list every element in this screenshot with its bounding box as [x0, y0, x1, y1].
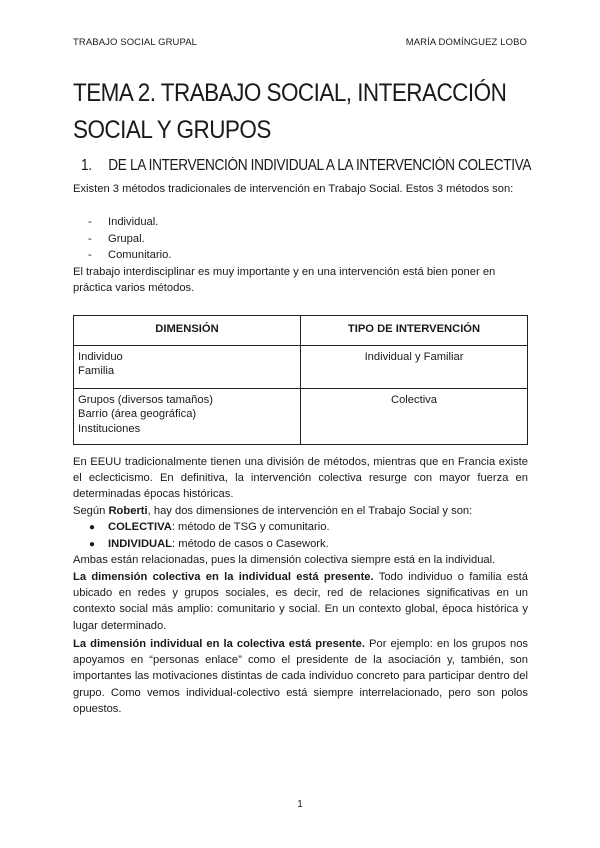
dimension-item-individual — [89, 536, 329, 553]
roberti-pre: Según — [73, 505, 109, 517]
dimension-item-colectiva — [89, 519, 330, 536]
roberti-post: , hay dos dimensiones de intervención en el Trabajo Social y son: — [147, 505, 473, 517]
bullet-icon: ● — [89, 522, 96, 533]
table-header-tipo: TIPO DE INTERVENCIÓN — [301, 316, 528, 346]
colectiva-text: Todo individuo o familia está ubicado en redes y grupos sociales, es decir, red de relaciones significativas en un contexto social más amplio: comunitario y social. En un contexto global, época histórica y lugar determinado. — [73, 571, 529, 632]
interdisciplinar-paragraph: El trabajo interdisciplinar es muy importante y en una intervención está bien poner en práctica varios métodos. — [73, 266, 496, 295]
cell-line: Barrio (área geográfica) — [78, 408, 197, 420]
page-number: 1 — [297, 799, 303, 810]
page-title: TEMA 2. TRABAJO SOCIAL, INTERACCIÓN SOCIAL Y GRUPOS — [73, 79, 507, 144]
table-header-row — [74, 316, 528, 346]
roberti-name: Roberti — [108, 505, 148, 517]
method-item-individual: - Individual. — [88, 216, 159, 228]
section-title: DE LA INTERVENCIÓN INDIVIDUAL A LA INTERVENCIÓN COLECTIVA — [108, 157, 532, 174]
method-label: Comunitario. — [108, 249, 172, 261]
method-label: Grupal. — [108, 233, 145, 245]
individual-paragraph — [73, 636, 528, 717]
dimension-bold: COLECTIVA — [108, 521, 172, 533]
dimension-table — [73, 315, 528, 445]
method-item-grupal: - Grupal. — [88, 233, 145, 245]
dimension-text: : método de TSG y comunitario. — [171, 521, 330, 533]
table-row — [74, 388, 528, 444]
header-left: TRABAJO SOCIAL GRUPAL — [73, 37, 198, 48]
cell-line: Familia — [78, 365, 115, 377]
colectiva-bold: La dimensión colectiva en la individual está presente. — [73, 571, 374, 583]
roberti-paragraph — [73, 503, 528, 519]
table-cell-tipo: Individual y Familiar — [301, 345, 528, 388]
method-label: Individual. — [108, 216, 159, 228]
table-cell-tipo: Colectiva — [301, 388, 528, 444]
section-heading — [81, 157, 531, 175]
table-row — [74, 345, 528, 388]
bullet-icon: ● — [89, 539, 96, 550]
cell-line: Instituciones — [78, 422, 141, 435]
individual-bold: La dimensión individual en la colectiva está presente. — [73, 638, 365, 650]
table-cell-dimension — [74, 345, 301, 388]
colectiva-paragraph — [73, 569, 528, 634]
intro-paragraph: Existen 3 métodos tradicionales de intervención en Trabajo Social. Estos 3 métodos son: — [73, 183, 514, 195]
cell-line: Grupos (diversos tamaños) — [78, 393, 213, 406]
eeuu-paragraph: En EEUU tradicionalmente tienen una división de métodos, mientras que en Francia existe el eclecticismo. En definitiva, la intervención colectiva resurge con mayor fuerza en determinadas épocas históricas. — [73, 456, 528, 501]
section-number: 1. — [81, 157, 92, 174]
cell-line: Individuo — [78, 350, 123, 363]
header-right: MARÍA DOMÍNGUEZ LOBO — [405, 37, 527, 48]
dimension-bold: INDIVIDUAL — [108, 538, 173, 550]
method-item-comunitario: - Comunitario. — [88, 249, 172, 261]
dimension-text: : método de casos o Casework. — [172, 538, 329, 550]
individual-text: Por ejemplo: en los grupos nos apoyamos en “personas enlace” como el presidente de la asociación y, también, son importantes las motivaciones distintas de cada individuo concreto para participar dentro del grupo. Como vemos individual-colectivo está siempre interrelacionado, pero son polos opuestos. — [73, 638, 529, 715]
table-cell-dimension — [74, 388, 301, 444]
ambas-paragraph: Ambas están relacionadas, pues la dimensión colectiva siempre está en la individual. — [73, 554, 496, 566]
table-header-dimension: DIMENSIÓN — [74, 316, 301, 346]
